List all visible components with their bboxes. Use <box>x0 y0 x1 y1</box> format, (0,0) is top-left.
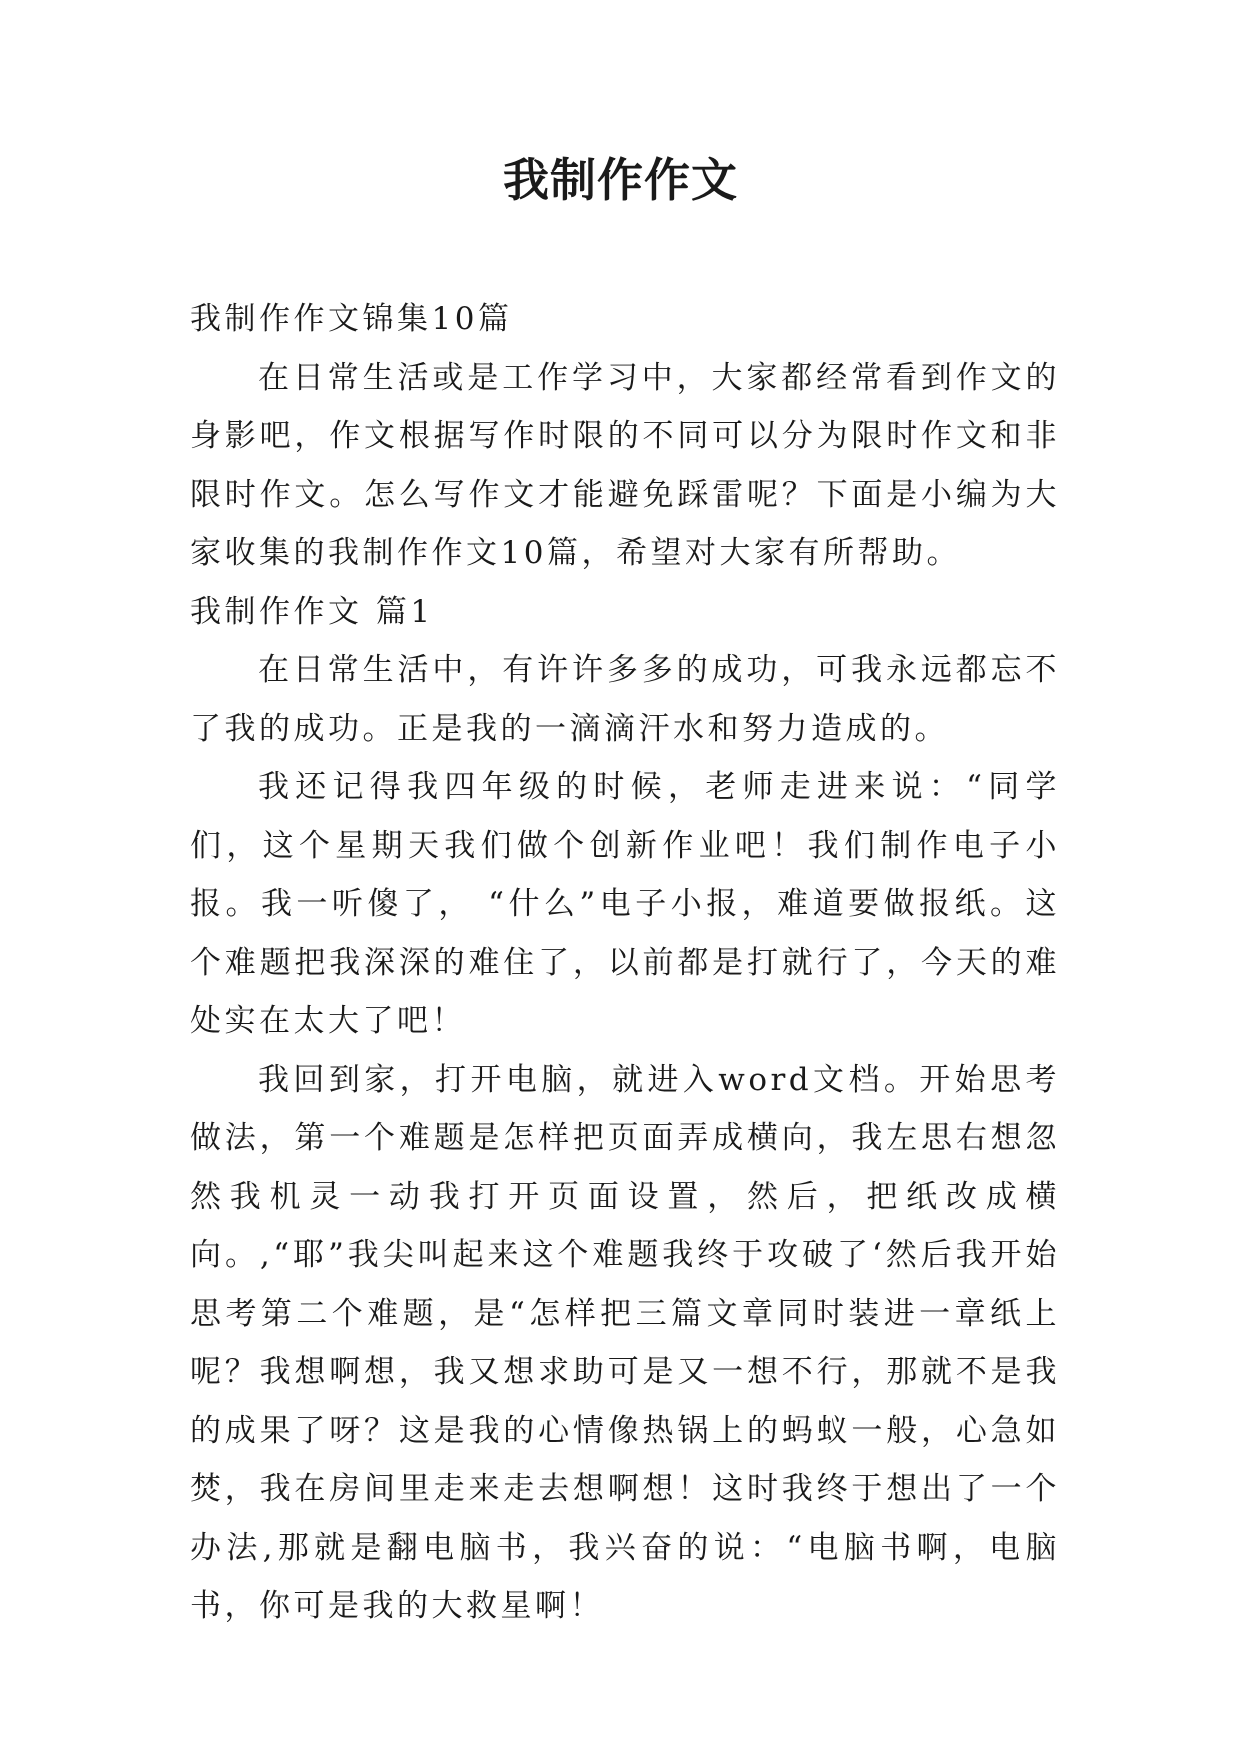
body-paragraph: 在日常生活中，有许许多多的成功，可我永远都忘不了我的成功。正是我的一滴滴汗水和努力造成的。 <box>190 652 1060 747</box>
document-body <box>190 290 1060 1636</box>
document-title: 我制作作文 <box>503 153 738 207</box>
collection-heading: 我制作作文锦集10篇 <box>190 301 513 337</box>
section-heading: 我制作作文 篇1 <box>190 593 434 630</box>
body-paragraph: 我回到家，打开电脑，就进入word文档。开始思考做法，第一个难题是怎样把页面弄成横向，我左思右想忽然我机灵一动我打开页面设置，然后，把纸改成横向。,“耶”我尖叫起来这个难题我终于攻破了‘然后我开始思考第二个难题，是“怎样把三篇文章同时装进一章纸上呢？我想啊想，我又想求助可是又一想不行，那就不是我的成果了呀？这是我的心情像热锅上的蚂蚁一般，心急如焚，我在房间里走来走去想啊想！这时我终于想出了一个办法,那就是翻电脑书，我兴奋的说：“电脑书啊，电脑书，你可是我的大救星啊！ <box>190 1061 1060 1624</box>
intro-paragraph: 在日常生活或是工作学习中，大家都经常看到作文的身影吧，作文根据写作时限的不同可以分为限时作文和非限时作文。怎么写作文才能避免踩雷呢？下面是小编为大家收集的我制作作文10篇，希望对大家有所帮助。 <box>190 359 1060 571</box>
body-paragraph: 我还记得我四年级的时候，老师走进来说：“同学们，这个星期天我们做个创新作业吧！我们制作电子小报。我一听傻了， “什么”电子小报，难道要做报纸。这个难题把我深深的难住了，以前都是打就行了，今天的难处实在太大了吧！ <box>190 769 1060 1039</box>
